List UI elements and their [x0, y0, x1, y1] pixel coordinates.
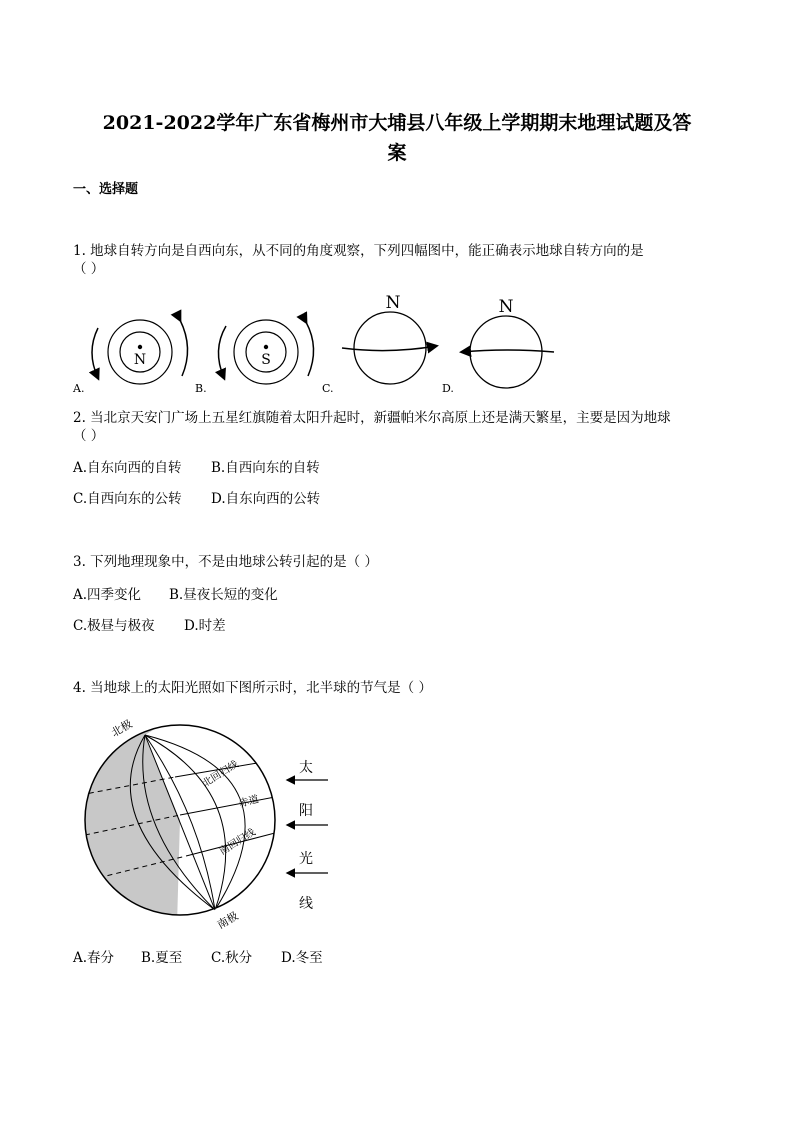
figure-d-label: D.	[442, 382, 454, 395]
figure-d	[462, 297, 554, 388]
figure-b-pole: S	[261, 352, 271, 368]
q2-stem-line2: （ ）	[73, 428, 105, 444]
page-title	[60, 108, 734, 168]
tropic-of-cancer-label: 北回归线	[200, 759, 241, 790]
figure-d-pole: N	[498, 297, 514, 317]
q3-stem: 3. 下列地理现象中，不是由地球公转引起的是（ ）	[73, 554, 378, 570]
figure-a-pole: N	[133, 352, 147, 368]
title-line-2: 案	[387, 142, 407, 164]
q3-option-b: B.昼夜长短的变化	[169, 587, 278, 603]
q3-option-a: A.四季变化	[73, 587, 142, 603]
q1-stem-line1: 1. 地球自转方向是自西向东，从不同的角度观察，下列四幅图中，能正确表示地球自转方向的是	[73, 243, 644, 259]
section-heading: 一、选择题	[73, 182, 139, 197]
title-line-1: 2021-2022学年广东省梅州市大埔县八年级上学期期末地理试题及答	[102, 112, 692, 134]
q4-stem: 4. 当地球上的太阳光照如下图所示时，北半球的节气是（ ）	[73, 680, 432, 696]
figure-c	[342, 293, 436, 384]
figure-c-label: C.	[322, 382, 334, 395]
q2-option-b: B.自西向东的自转	[211, 460, 320, 476]
q2-stem-line1: 2. 当北京天安门广场上五星红旗随着太阳升起时，新疆帕米尔高原上还是满天繁星，主要是因为地球	[73, 410, 671, 426]
q4-option-b: B.夏至	[141, 950, 183, 966]
q4-option-c: C.秋分	[211, 950, 253, 966]
north-pole-label: 北极	[109, 717, 135, 740]
q3-option-c: C.极昼与极夜	[73, 618, 155, 634]
sun-char-4: 线	[299, 896, 313, 912]
figure-a	[92, 320, 188, 384]
south-pole-label: 南极	[215, 909, 241, 932]
q4-option-a: A.春分	[73, 950, 115, 966]
q1-figures	[70, 290, 570, 400]
q2-option-a: A.自东向西的自转	[73, 460, 182, 476]
q3-option-d: D.时差	[184, 618, 226, 634]
figure-c-pole: N	[385, 293, 401, 313]
sun-char-2: 阳	[299, 803, 313, 819]
q2-option-c: C.自西向东的公转	[73, 491, 182, 507]
figure-b	[218, 320, 313, 384]
q4-option-d: D.冬至	[281, 950, 323, 966]
q1-stem-line2: （ ）	[73, 261, 105, 277]
q2-option-d: D.自东向西的公转	[211, 491, 321, 507]
equator-label: 赤道	[237, 794, 261, 810]
sun-char-3: 光	[299, 851, 313, 867]
tropic-of-capricorn-label: 南回归线	[217, 827, 258, 858]
figure-b-label: B.	[195, 382, 207, 395]
sun-char-1: 太	[299, 760, 313, 776]
figure-a-label: A.	[73, 382, 85, 395]
q4-figure	[70, 715, 350, 940]
